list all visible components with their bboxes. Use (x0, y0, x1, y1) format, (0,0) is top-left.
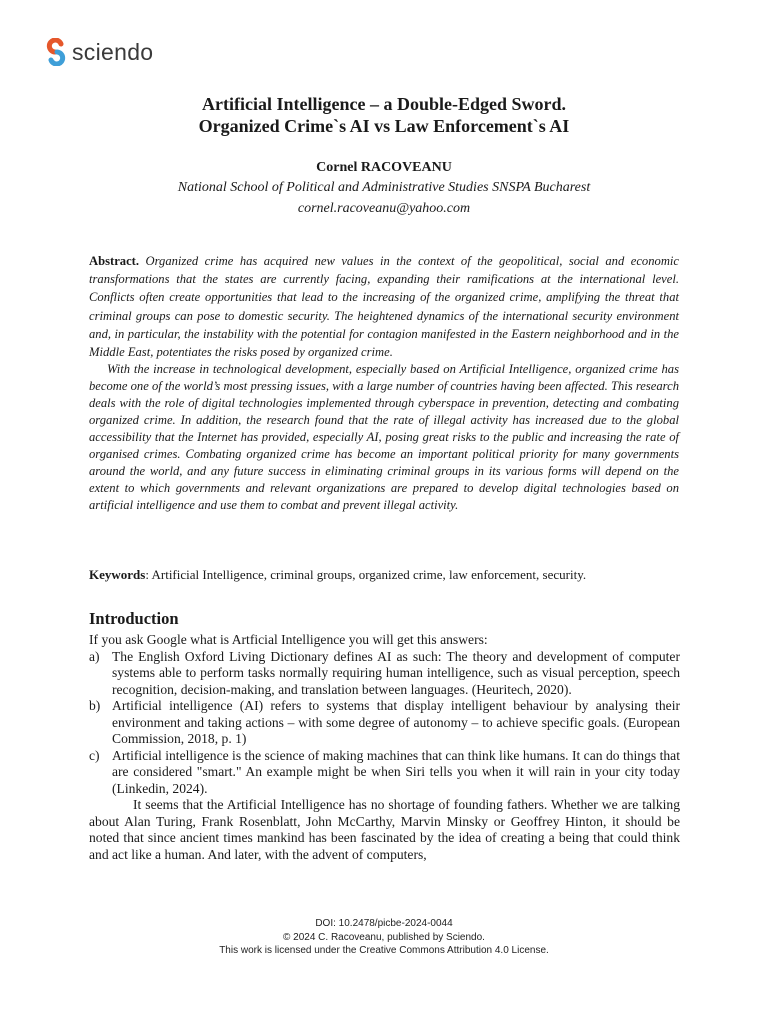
list-item-text: The English Oxford Living Dictionary defines AI as such: The theory and development of computer systems able to perform tasks normally requiring human intelligence, such as visual perception, speech recognition, decision-making, and translation between languages. (Heuritech, 2020). (112, 648, 680, 697)
keywords-label: Keywords (89, 567, 146, 582)
abstract-label: Abstract. (89, 254, 140, 268)
list-marker: a) (89, 648, 100, 664)
list-marker: c) (89, 747, 100, 763)
author-email: cornel.racoveanu@yahoo.com (297, 201, 471, 216)
page-footer (0, 917, 768, 958)
introduction-paragraph: It seems that the Artificial Intelligence has no shortage of founding fathers. Whether we are talking about Alan Turing, Frank Rosenblatt, John McCarthy, Marvin Minsky or Geoffrey Hinton, it should be noted that since ancient times mankind has been fascinated by the idea of creating a being that could think and act like a human. And later, with the advent of computers, (89, 797, 680, 862)
introduction-lead: If you ask Google what is Artficial Intelligence you will get this answers: (89, 632, 488, 647)
logo-text: sciendo (72, 38, 154, 65)
abstract-paragraph-1 (89, 252, 679, 361)
author-affiliation: National School of Political and Administrative Studies SNSPA Bucharest (177, 180, 591, 195)
keywords (89, 567, 679, 583)
introduction-body (89, 632, 680, 863)
abstract-text-1: Organized crime has acquired new values in the context of the geopolitical, social and economic transformations that the states are currently facing, expanding their ramifications at the international level. Conflicts often create opportunities that lead to the increasing of the organized crime, amplifying the threat that criminal groups can pose to domestic security. The heightened dynamics of the international security environment and, in particular, the instability with the potential for contagion manifested in the Eastern neighborhood and in the Middle East, potentiates the risks posed by organized crime. (89, 254, 680, 360)
footer-license: This work is licensed under the Creative Commons Attribution 4.0 License. (219, 945, 549, 956)
list-item-text: Artificial intelligence is the science of making machines that can think like humans. It can do things that are considered "smart." An example might be when Siri tells you when it will rain in your city today (Linkedin, 2024). (112, 747, 680, 796)
abstract-paragraph-2: With the increase in technological development, especially based on Artificial Intelligence, organized crime has become one of the world’s most pressing issues, with a large number of countries having been affected. This research deals with the role of digital technologies implemented through cyberspace in prevention, detecting and combating organized crime. In addition, the research found that the rate of illegal activity has increased due to the global accessibility that the Internet has provided, especially AI, posing great risks to the public and increasing the rate of organised crimes. Combating organized crime has become an important political priority for many governments around the world, and any future success in eliminating criminal groups in its various forms will depend on the extent to which governments and relevant organizations are prepared to develop digital technologies based on artificial intelligence and use them to combat and prevent illegal activity. (89, 362, 679, 513)
title-line-2: Organized Crime`s AI vs Law Enforcement`s AI (198, 116, 570, 136)
paper-title (0, 93, 768, 137)
list-item-text: Artificial intelligence (AI) refers to systems that display intelligent behaviour by analysing their environment and taking actions – with some degree of autonomy – to achieve specific goals. (European Commission, 2018, p. 1) (112, 698, 680, 746)
footer-doi: DOI: 10.2478/picbe-2024-0044 (315, 918, 453, 929)
list-item (89, 649, 680, 699)
list-marker: b) (89, 698, 101, 713)
definition-list (89, 649, 680, 798)
list-item (89, 698, 680, 748)
list-item (89, 748, 680, 798)
sciendo-logo-icon (46, 38, 66, 66)
keywords-text: : Artificial Intelligence, criminal groups, organized crime, law enforcement, security. (145, 567, 587, 582)
author-name: Cornel RACOVEANU (316, 160, 452, 175)
abstract (89, 252, 679, 514)
footer-copyright: © 2024 C. Racoveanu, published by Sciendo. (283, 931, 485, 943)
publisher-logo (46, 38, 153, 66)
section-heading-introduction: Introduction (89, 609, 179, 628)
title-line-1: Artificial Intelligence – a Double-Edged Sword. (202, 94, 566, 114)
